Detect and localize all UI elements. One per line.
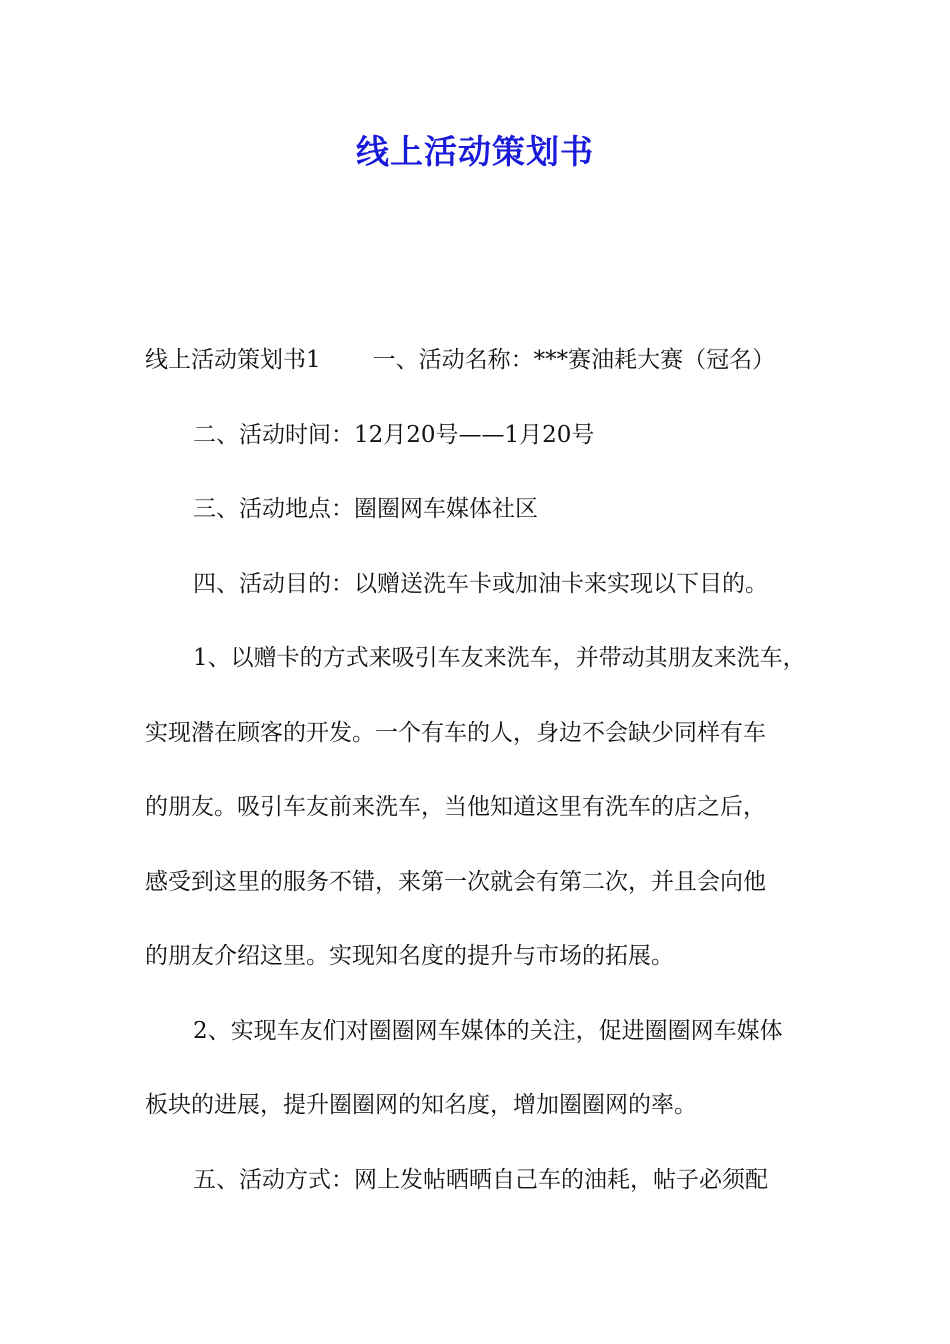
paragraph-line: 实现潜在顾客的开发。一个有车的人，身边不会缺少同样有车 [145, 719, 766, 746]
document-title: 线上活动策划书 [356, 132, 594, 171]
document-body [145, 338, 805, 1232]
paragraph-line: 的朋友介绍这里。实现知名度的提升与市场的拓展。 [145, 943, 674, 969]
paragraph-line: 五、活动方式：网上发帖晒晒自己车的油耗，帖子必须配 [193, 1166, 768, 1193]
paragraph-line [145, 338, 805, 413]
section-heading: 线上活动策划书1 [145, 347, 321, 373]
paragraph-line: 板块的进展，提升圈圈网的知名度，增加圈圈网的率。 [145, 1092, 697, 1118]
paragraph-line: 2、实现车友们对圈圈网车媒体的关注，促进圈圈网车媒体 [193, 1017, 783, 1044]
paragraph-line: 三、活动地点：圈圈网车媒体社区 [193, 496, 538, 522]
paragraph-line: 的朋友。吸引车友前来洗车，当他知道这里有洗车的店之后， [145, 794, 766, 820]
activity-name: 一、活动名称：***赛油耗大赛（冠名） [372, 347, 776, 373]
paragraph-line: 1、以赠卡的方式来吸引车友来洗车，并带动其朋友来洗车， [193, 645, 806, 671]
paragraph-line: 二、活动时间：12月20号——1月20号 [193, 421, 595, 448]
paragraph-line: 四、活动目的：以赠送洗车卡或加油卡来实现以下目的。 [193, 570, 768, 597]
paragraph-line: 感受到这里的服务不错，来第一次就会有第二次，并且会向他 [145, 868, 766, 895]
